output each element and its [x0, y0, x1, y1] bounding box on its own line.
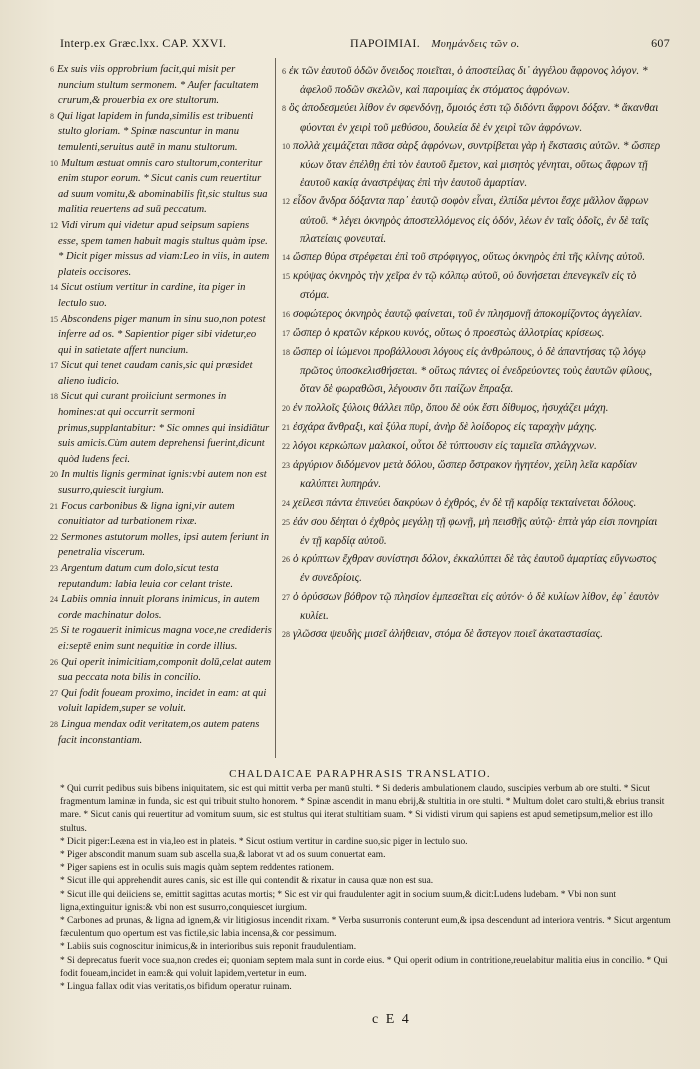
chaldaic-entry: * Sicut ille qui deiiciens se, emittit sagittas acutas mortis; * Sic est vir qui fraudulenter agit in socium suum,& dicit:Ludens ludebam. * Vbi non sunt ligna,extinguitur ignis:& vbi non est susurro,conquiescet iurgium. — [60, 889, 616, 913]
verse-text: πολλὰ χειμάζεται πᾶσα σὰρξ ἀφρόνων, συντρίβεται γὰρ ἡ ἔκστασις αὐτῶν. * ὥσπερ κύων ὅταν ἐπέλθῃ ἐπὶ τὸν ἑαυτοῦ ἔμετον, καὶ μισητὸς γένηται, οὕτως ἄφρων τῇ ἑαυτοῦ κακίᾳ ἀναστρέψας ἐπὶ τὴν ἑαυτοῦ ἁμαρτίαν. — [293, 139, 661, 190]
verse-number: 28 — [282, 630, 290, 640]
verse-number: 20 — [282, 403, 290, 413]
greek-verse — [282, 625, 667, 644]
verse-number: 14 — [282, 253, 290, 263]
verse-text: Abscondens piger manum in sinu suo,non potest inferre ad os. * Sapientior piger sibi videtur,eo qui in satietate affert nuncium. — [58, 313, 266, 356]
verse-number: 8 — [282, 104, 286, 114]
verse-number: 17 — [282, 328, 290, 338]
greek-verse — [282, 550, 667, 587]
greek-verse — [282, 99, 667, 136]
greek-verse — [282, 437, 667, 456]
verse-text: Sicut ostium vertitur in cardine, ita piger in lectulo suo. — [58, 282, 246, 309]
greek-verse — [282, 513, 667, 550]
latin-verse — [50, 655, 272, 686]
chaldaic-entry: * Piger abscondit manum suam sub ascella sua,& laborat vt ad os suum conuertat eam. — [60, 850, 386, 861]
verse-text: σοφώτερος ὀκνηρὸς ἑαυτῷ φαίνεται, τοῦ ἐν πλησμονῇ ἀποκομίζοντος ἀγγελίαν. — [293, 307, 643, 320]
greek-verse — [282, 267, 667, 304]
verse-number: 26 — [282, 555, 290, 565]
verse-text: Vidi virum qui videtur apud seipsum sapiens esse, spem tamen habuit magis stultus quàm ipse. * Dicit piger missus ad viam:Leo in viis, in autem plateis occisores. — [58, 219, 270, 278]
verse-number: 21 — [50, 501, 58, 511]
verse-text: κρύψας ὀκνηρὸς τὴν χεῖρα ἐν τῷ κόλπῳ αὐτοῦ, οὐ δυνήσεται ἐπενεγκεῖν εἰς τὸ στόμα. — [293, 270, 637, 302]
greek-column — [282, 62, 667, 644]
verse-text: Multum æstuat omnis caro stultorum,conteritur enim stupor eorum. * Sicut canis cum reuertitur ad suum vomitu,& abominabilis fit,sic stultus sua malitia reuertens ad suū peccatum. — [58, 157, 268, 216]
latin-verse — [50, 218, 272, 280]
verse-number: 28 — [50, 719, 58, 729]
latin-verse — [50, 717, 272, 748]
verse-text: λόγοι κερκώπων μαλακοί, οὗτοι δὲ τύπτουσιν εἰς ταμιεῖα σπλάγχνων. — [293, 440, 597, 453]
verse-text: Argentum datum cum dolo,sicut testa reputandum: labia leuia cor celant triste. — [58, 563, 233, 590]
verse-number: 27 — [50, 688, 58, 698]
verse-number: 25 — [282, 517, 290, 527]
verse-number: 18 — [50, 392, 58, 402]
verse-number: 23 — [282, 461, 290, 471]
verse-text: ὥσπερ ὁ κρατῶν κέρκου κυνός, οὕτως ὁ προεστὼς ἀλλοτρίας κρίσεως. — [293, 326, 605, 339]
verse-text: Ex suis viis opprobrium facit,qui misit per nuncium stultum sermonem. * Aufer facultatem crurum,& prouerbia ex ore stultorum. — [57, 64, 259, 107]
verse-number: 6 — [282, 67, 286, 76]
running-header — [60, 36, 670, 56]
verse-number: 27 — [282, 592, 290, 602]
greek-verse — [282, 248, 667, 267]
latin-verse — [50, 62, 272, 109]
verse-number: 16 — [282, 309, 290, 319]
verse-number: 14 — [50, 283, 58, 293]
latin-verse — [50, 686, 272, 717]
verse-text: In multis lignis germinat ignis:vbi autem non est susurro,quiescit iurgium. — [58, 469, 267, 497]
signature-mark: c E 4 — [372, 1012, 411, 1027]
chaldaic-entry: * Si deprecatus fuerit voce sua,non credes ei; quoniam septem mala sunt in corde eius. * Qui operit odium in contritione,reuelabitur malitia eius in concilio. * Qui fodit foueam,incidet in eam:& qui voluit lapidem,vertetur in eum. — [60, 955, 668, 979]
verse-number: 10 — [282, 141, 290, 151]
chaldaic-entry: * Labiis suis cognoscitur inimicus,& in interioribus suis reponit fraudulentiam. — [60, 942, 357, 953]
verse-number: 22 — [282, 442, 290, 452]
verse-text: εἶδον ἄνδρα δόξαντα παρ᾽ ἑαυτῷ σοφὸν εἶναι, ἐλπίδα μέντοι ἔσχε μᾶλλον ἄφρων αὐτοῦ. * λέγει ὀκνηρὸς ἀποστελλόμενος εἰς ὁδόν, λέων ἐν ταῖς ὁδοῖς, ἐν δὲ ταῖς πλατείαις φονευταί. — [293, 195, 649, 245]
verse-text: Sermones astutorum molles, ipsi autem feriunt in penetralia viscerum. — [58, 531, 270, 559]
header-right-title — [350, 36, 520, 51]
verse-number: 6 — [50, 65, 54, 74]
chaldaic-section-title: CHALDAICAE PARAPHRASIS TRANSLATIO. — [229, 768, 491, 780]
verse-text: ἀργύριον διδόμενον μετὰ δόλου, ὥσπερ ὄστρακον ἡγητέον, χείλη λεῖα καρδίαν καλύπτει λυπηράν. — [293, 459, 637, 491]
greek-verse — [282, 456, 667, 493]
latin-verse — [50, 312, 272, 359]
chaldaic-entry: * Carbones ad prunas, & ligna ad ignem,& vir litigiosus incendit rixam. * Verba susurronis conterunt eum,& ipsa descendunt ad interiora ventris. * Sicut argentum fæculentum quo opertum est vas fictile,sic labia incensa,& cor pessimum. — [60, 916, 671, 940]
page-number: 607 — [651, 36, 670, 50]
chaldaic-entry: * Lingua fallax odit vias veritatis,os bifidum operatur ruinam. — [60, 982, 292, 993]
greek-verse — [282, 305, 667, 324]
greek-verse — [282, 588, 667, 625]
verse-number: 15 — [282, 272, 290, 282]
verse-number: 17 — [50, 361, 58, 371]
verse-text: ὁ κρύπτων ἔχθραν συνίστησι δόλον, ἐκκαλύπτει δὲ τὰς ἑαυτοῦ ἁμαρτίας εὔγνωστος ἐν συνεδρίοις. — [293, 553, 657, 585]
chaldaic-entry: * Piger sapiens est in oculis suis magis quàm septem reddentes rationem. — [60, 863, 334, 874]
greek-verse — [282, 399, 667, 418]
greek-verse — [282, 324, 667, 343]
verse-text: ὁ ὀρύσσων βόθρον τῷ πλησίον ἐμπεσεῖται εἰς αὐτόν· ὁ δὲ κυλίων λίθον, ἐφ᾽ ἑαυτὸν κυλίει. — [293, 590, 659, 622]
latin-verse — [50, 623, 272, 654]
verse-text: γλῶσσα ψευδὴς μισεῖ ἀλήθειαν, στόμα δὲ ἄστεγον ποιεῖ ἀκαταστασίας. — [293, 628, 603, 641]
chaldaic-entry: * Dicit piger:Leæna est in via,leo est in plateis. * Sicut ostium vertitur in cardine suo,sic piger in lectulo suo. — [60, 836, 468, 847]
latin-verse — [50, 389, 272, 467]
verse-text: Si te rogauerit inimicus magna voce,ne credideris ei:septē enim sunt nequitiæ in corde illius. — [58, 625, 272, 652]
verse-text: Focus carbonibus & ligna igni,vir autem conuitiator ad turbationem rixæ. — [58, 500, 235, 528]
verse-text: Labiis omnia innuit plorans inimicus, in autem corde machinatur dolos. — [58, 594, 260, 621]
verse-text: ἐκ τῶν ἑαυτοῦ ὁδῶν ὄνειδος ποιεῖται, ὁ ἀποστείλας δι᾽ ἀγγέλου ἄφρονος λόγον. * ἀφελοῦ ποδῶν σκελῶν, καὶ παροιμίας ἐκ στόματος ἀφρόνων. — [289, 65, 648, 97]
latin-verse — [50, 467, 272, 498]
verse-text: ἐν πολλοῖς ξύλοις θάλλει πῦρ, ὅπου δὲ οὐκ ἔστι δίθυμος, ἡσυχάζει μάχη. — [293, 401, 609, 414]
header-greek-subtitle: Μυημάνδεις τῶν ο. — [431, 38, 520, 50]
greek-verse — [282, 62, 667, 99]
verse-number: 22 — [50, 532, 58, 542]
verse-number: 12 — [50, 220, 58, 230]
chaldaic-entry: * Qui currit pedibus suis bibens iniquitatem, sic est qui mittit verba per manū stulti. * Si dederis ambulationem claudo, suscipies verbum ab ore stulti. * Sicut fragmentum laminæ in funda, sic est qui tribuit stulto honorem. * Spinæ ascendit in manu ebrij,& stultitia in ore stulti. * Multum dolet caro stulti,& ebrius transit mare. * Sicut canis qui reuertitur ad vomitum suum, sic est stultus qui iterat stultitiam suam. * Si vidisti virum qui sapiens est apud semetipsum,melior est illo stultus. — [60, 784, 665, 834]
verse-text: Qui operit inimicitiam,componit dolū,celat autem sua peccata nota bilis in concilio. — [58, 656, 272, 684]
verse-text: Sicut qui curant proiiciunt sermones in homines:at qui occurrit sermoni primus,supplantabitur: * Sic omnes qui insidiātur suis amicis.Cùm autem deprehensi fuerint,dicunt quòd ludens feci. — [58, 391, 270, 465]
verse-number: 20 — [50, 470, 58, 480]
verse-text: Lingua mendax odit veritatem,os autem patens facit inconstantiam. — [58, 718, 260, 746]
verse-text: ὃς ἀποδεσμεύει λίθον ἐν σφενδόνῃ, ὅμοιός ἐστι τῷ διδόντι ἄφρονι δόξαν. * ἄκανθαι φύονται ἐν χειρὶ τοῦ μεθύσου, δουλεία δὲ ἐν χειρὶ τῶν ἀφρόνων. — [289, 102, 659, 134]
greek-verse — [282, 137, 667, 193]
latin-verse — [50, 530, 272, 561]
latin-verse — [50, 561, 272, 592]
verse-number: 24 — [282, 498, 290, 508]
verse-number: 15 — [50, 314, 58, 324]
verse-text: Sicut qui tenet caudam canis,sic qui præsidet alieno iudicio. — [58, 360, 253, 387]
verse-number: 12 — [282, 197, 290, 207]
column-divider — [275, 58, 276, 758]
greek-verse — [282, 494, 667, 513]
verse-number: 24 — [50, 595, 58, 605]
latin-verse — [50, 156, 272, 218]
verse-number: 10 — [50, 158, 58, 168]
header-greek-title: ΠΑΡΟΙΜΙΑΙ. — [350, 36, 420, 50]
verse-text: Qui fodit foueam proximo, incidet in eam: at qui voluit lapidem,super se voluit. — [58, 687, 267, 715]
latin-verse — [50, 592, 272, 623]
header-left-title: Interp.ex Græc.lxx. CAP. XXVI. — [60, 36, 227, 50]
verse-text: Qui ligat lapidem in funda,similis est tribuenti stulto gloriam. * Spinæ nascuntur in manu temulenti,seruitus autē in manu stultorum. — [57, 110, 254, 153]
latin-verse — [50, 499, 272, 530]
greek-verse — [282, 192, 667, 248]
latin-verse — [50, 280, 272, 311]
latin-column — [50, 62, 272, 748]
verse-number: 23 — [50, 564, 58, 573]
verse-text: χείλεσι πάντα ἐπινεύει δακρύων ὁ ἐχθρός, ἐν δὲ τῇ καρδίᾳ τεκταίνεται δόλους. — [293, 496, 637, 509]
greek-verse — [282, 418, 667, 437]
greek-verse — [282, 343, 667, 399]
verse-number: 18 — [282, 348, 290, 358]
latin-verse — [50, 358, 272, 389]
chaldaic-entry: * Sicut ille qui apprehendit aures canis, sic est ille qui contendit & rixatur in causa quæ non est sua. — [60, 876, 434, 887]
verse-text: ὥσπερ οἱ ἰώμενοι προβάλλουσι λόγους εἰς ἀνθρώπους, ὁ δὲ ἀπαντήσας τῷ λόγῳ πρῶτος ὑποσκελισθήσεται. * οὕτως πάντες οἱ ἐνεδρεύοντες τοὺς ἑαυτῶν φίλους, ὅταν δὲ φωραθῶσι, λέγουσιν ὅτι παίζων ἔπραξα. — [293, 346, 653, 396]
verse-text: ἐσχάρα ἄνθραξι, καὶ ξύλα πυρί, ἀνὴρ δὲ λοίδορος εἰς ταραχὴν μάχης. — [293, 420, 598, 433]
verse-text: ἐάν σου δέηται ὁ ἐχθρὸς μεγάλῃ τῇ φωνῇ, μὴ πεισθῇς αὐτῷ· ἑπτὰ γάρ εἰσι πονηρίαι ἐν τῇ καρδίᾳ αὐτοῦ. — [293, 515, 658, 548]
verse-number: 26 — [50, 657, 58, 667]
latin-verse — [50, 109, 272, 156]
verse-number: 25 — [50, 626, 58, 636]
chaldaic-paraphrase — [60, 783, 672, 994]
verse-number: 8 — [50, 111, 54, 121]
verse-number: 21 — [282, 422, 290, 432]
verse-text: ὥσπερ θύρα στρέφεται ἐπὶ τοῦ στρόφιγγος, οὕτως ὀκνηρὸς ἐπὶ τῆς κλίνης αὐτοῦ. — [293, 251, 645, 264]
